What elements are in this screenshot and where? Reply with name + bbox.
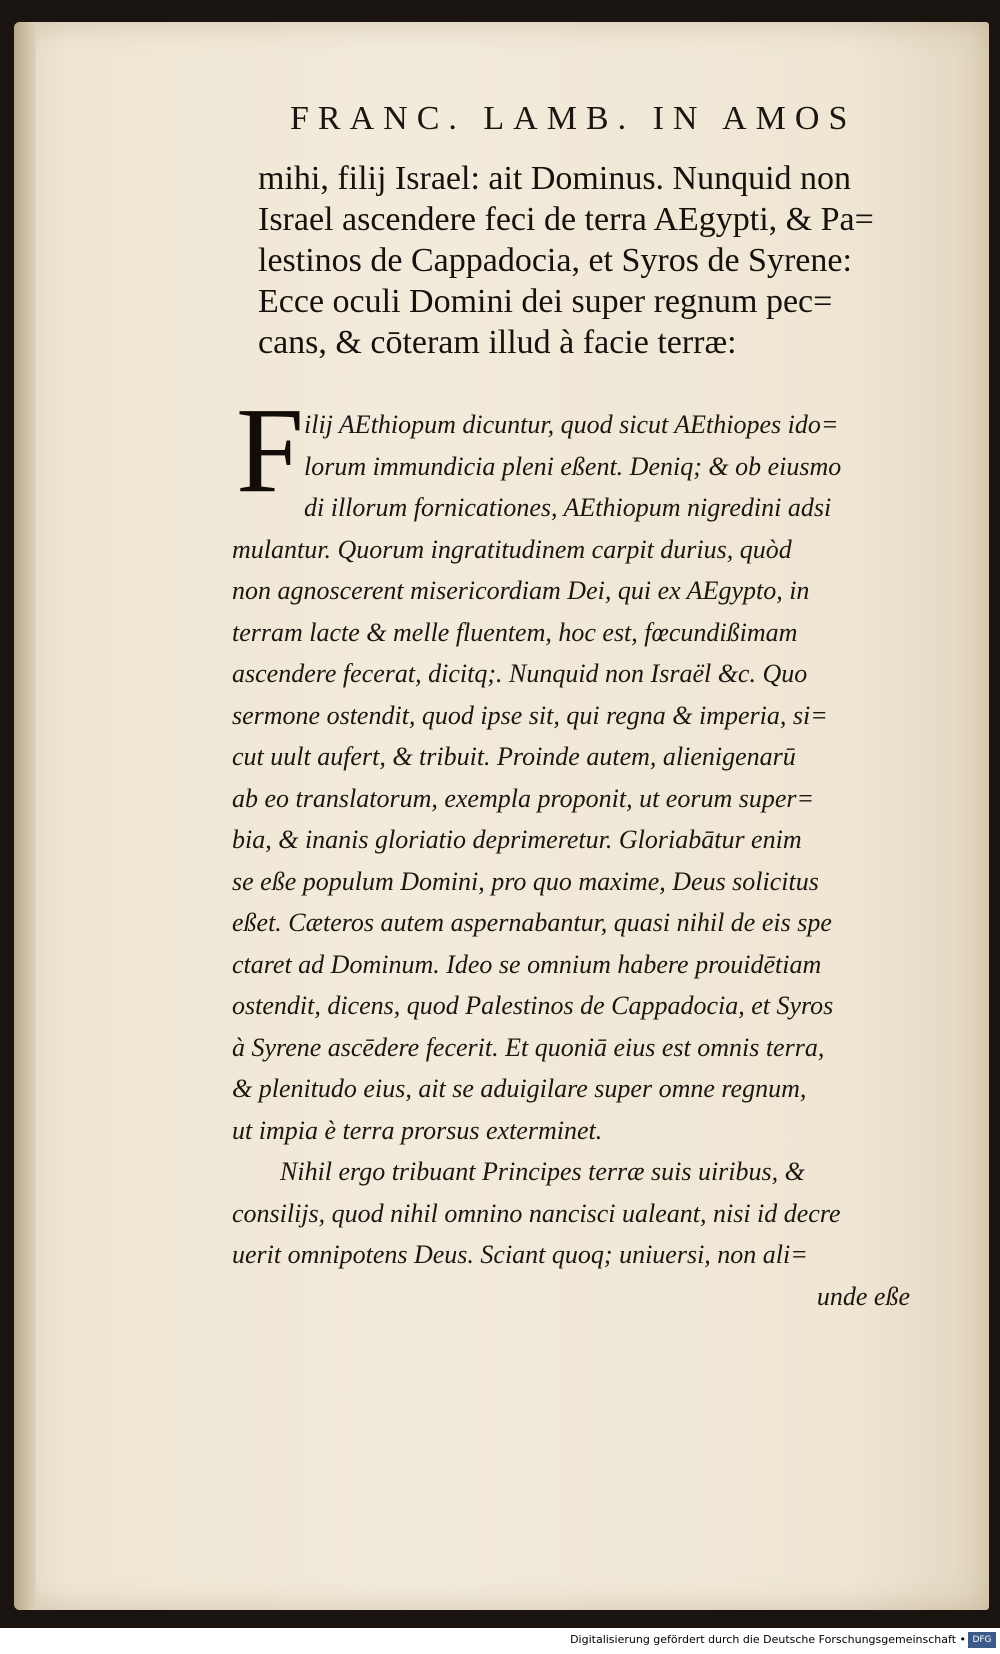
commentary-line: & plenitudo eius, ait se aduigilare super omne regnum, — [232, 1074, 807, 1103]
commentary-line: Nihil ergo tribuant Principes terræ suis uiribus, & — [280, 1157, 805, 1186]
commentary-line: mulantur. Quorum ingratitudinem carpit durius, quòd — [232, 534, 792, 564]
commentary-line: ab eo translatorum, exempla proponit, ut eorum super= — [232, 783, 815, 813]
commentary-line: à Syrene ascēdere fecerit. Et quoniā eius est omnis terra, — [232, 1032, 825, 1062]
commentary-opening — [232, 404, 932, 529]
commentary-text — [232, 404, 932, 1317]
page-edge — [14, 22, 36, 1610]
commentary-line: ascendere fecerat, dicitq;. Nunquid non Israël &c. Quo — [232, 659, 808, 688]
scripture-text — [258, 158, 938, 363]
digitization-footer — [0, 1628, 1000, 1654]
commentary-line: non agnoscerent misericordiam Dei, qui ex AEgypto, in — [232, 576, 810, 605]
scripture-line: cans, & cōteram illud à facie terræ: — [258, 324, 737, 361]
commentary-line: ut impia è terra prorsus exterminet. — [232, 1115, 603, 1145]
catchword: unde eße — [816, 1281, 910, 1311]
drop-capital: F — [236, 383, 304, 518]
commentary-line: bia, & inanis gloriatio deprimeretur. Gloriabātur enim — [232, 825, 802, 854]
commentary-line: terram lacte & melle fluentem, hoc est, fœcundißimam — [232, 617, 798, 647]
commentary-line: di illorum fornicationes, AEthiopum nigredini adsi — [304, 493, 832, 522]
scripture-line: Israel ascendere feci de terra AEgypti, & Pa= — [258, 201, 874, 238]
commentary-line: cut uult aufert, & tribuit. Proinde autem, alienigenarū — [232, 742, 796, 771]
commentary-line: ostendit, dicens, quod Palestinos de Cappadocia, et Syros — [232, 991, 834, 1020]
commentary-line: ctaret ad Dominum. Ideo se omnium habere prouidētiam — [232, 949, 822, 979]
commentary-line: consilijs, quod nihil omnino nancisci ualeant, nisi id decre — [232, 1198, 841, 1228]
commentary-line: ilij AEthiopum dicuntur, quod sicut AEthiopes ido= — [304, 410, 839, 439]
running-head: FRANC. LAMB. IN AMOS — [290, 100, 857, 137]
commentary-line: eßet. Cæteros autem aspernabantur, quasi nihil de eis spe — [232, 908, 832, 937]
commentary-line: lorum immundicia pleni eßent. Deniq; & ob eiusmo — [304, 451, 842, 481]
dfg-logo: DFG — [968, 1632, 996, 1648]
scripture-line: mihi, filij Israel: ait Dominus. Nunquid non — [258, 160, 852, 197]
scripture-line: Ecce oculi Domini dei super regnum pec= — [258, 283, 833, 320]
footer-credit: Digitalisierung gefördert durch die Deutsche Forschungsgemeinschaft • — [570, 1633, 966, 1646]
commentary-line: se eße populum Domini, pro quo maxime, Deus solicitus — [232, 866, 819, 896]
commentary-line: uerit omnipotens Deus. Sciant quoq; uniuersi, non ali= — [232, 1240, 808, 1269]
commentary-line: sermone ostendit, quod ipse sit, qui regna & imperia, si= — [232, 700, 828, 730]
scripture-line: lestinos de Cappadocia, et Syros de Syrene: — [258, 242, 852, 279]
